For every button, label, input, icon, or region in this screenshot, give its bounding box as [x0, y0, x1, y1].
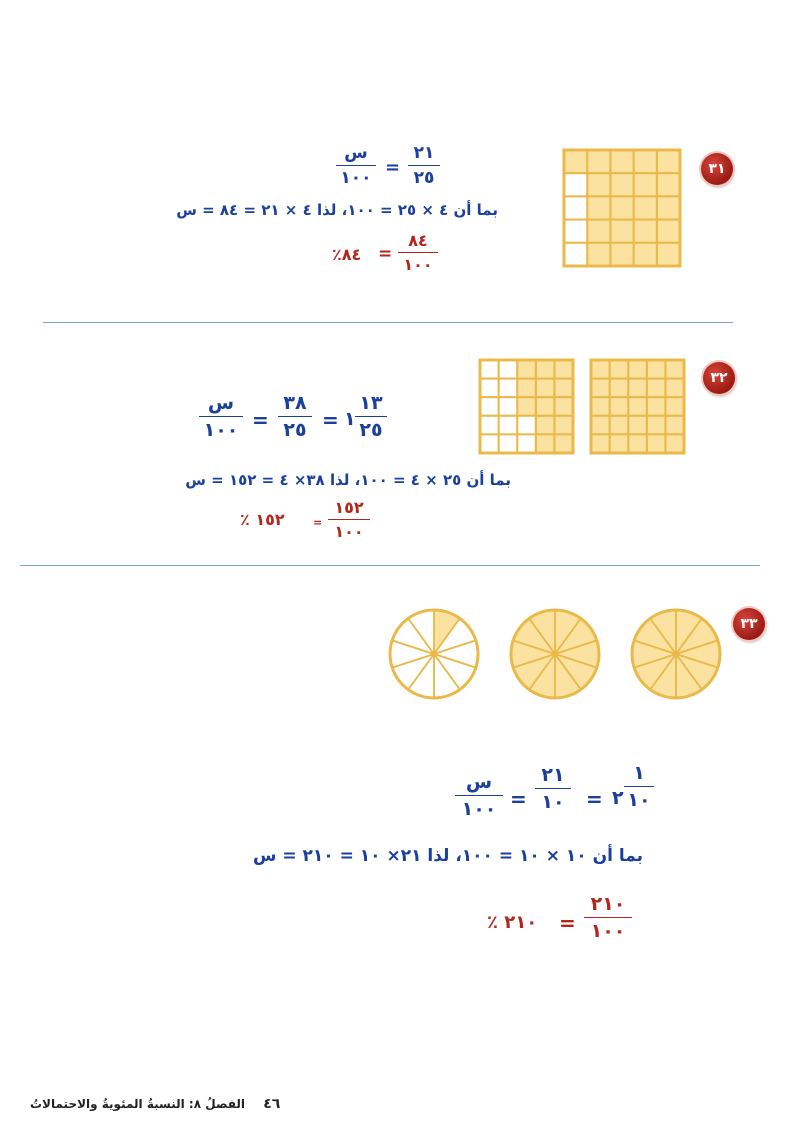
grid-cell-shaded [554, 416, 573, 435]
footer-page-number: ٤٦ [263, 1096, 281, 1112]
grid-cell-shaded [610, 173, 633, 196]
fraction-bar [584, 917, 632, 918]
fraction-denominator: ١٠٠ [590, 920, 626, 942]
fraction-numerator: ١٣ [359, 392, 383, 414]
grid-cell-empty [480, 397, 499, 416]
grid-cell-shaded [591, 360, 610, 379]
fraction-denominator: ٢٥ [359, 419, 383, 441]
p33-equals-sign-2: = [586, 787, 603, 811]
grid-cell-shaded [634, 196, 657, 219]
fraction-denominator: ١٠٠ [461, 798, 497, 820]
grid-cell-shaded [554, 379, 573, 398]
p31-fraction-21-over-25 [408, 143, 440, 188]
grid-cell-shaded [591, 416, 610, 435]
fraction-denominator: ١٠٠ [340, 168, 372, 188]
fraction-bar [336, 165, 376, 166]
section-divider [20, 565, 760, 566]
grid-cell-shaded [628, 360, 647, 379]
grid-cell-shaded [517, 397, 536, 416]
grid-cell-empty [564, 173, 587, 196]
grid-cell-shaded [591, 379, 610, 398]
fraction-numerator: ٢١ [541, 764, 565, 786]
p33-equals-sign-1: = [510, 787, 527, 811]
problem-33-badge: ٣٣ [733, 608, 765, 640]
grid-cell-shaded [610, 416, 629, 435]
problem-33-circles [390, 608, 720, 700]
grid-cell-empty [499, 360, 518, 379]
p33-mixed-fraction [624, 762, 654, 811]
grid-cell-shaded [610, 220, 633, 243]
grid-cell-empty [499, 379, 518, 398]
p33-fraction-21-over-10 [535, 764, 571, 813]
grid-cell-shaded [536, 416, 555, 435]
grid-cell-empty [517, 416, 536, 435]
fraction-numerator: س [207, 392, 235, 414]
fraction-bar [328, 519, 370, 520]
fraction-numerator: ٣٨ [283, 392, 307, 414]
grid-cell-empty [564, 196, 587, 219]
grid-cell-empty [499, 416, 518, 435]
grid-cell-shaded [587, 150, 610, 173]
grid-cell-empty [499, 434, 518, 453]
footer-chapter-title: النسبةُ المئويةُ والاحتمالاتُ [30, 1097, 185, 1111]
grid-cell-shaded [665, 360, 684, 379]
fraction-bar [455, 795, 503, 796]
p32-result-fraction [328, 498, 370, 541]
grid-cell-shaded [610, 243, 633, 266]
grid-cell-shaded [610, 360, 629, 379]
grid-cell-shaded [587, 220, 610, 243]
grid-cell-shaded [610, 379, 629, 398]
grid-cell-shaded [647, 379, 666, 398]
fraction-bar [199, 416, 243, 417]
fraction-numerator: س [465, 771, 493, 793]
grid-cell-shaded [647, 360, 666, 379]
p32-result-value: ١٥٢ ٪ [240, 510, 285, 529]
grid-cell-shaded [610, 397, 629, 416]
p33-fraction-x-over-100 [455, 771, 503, 820]
p32-mixed-whole: ١ [344, 408, 356, 430]
grid-cell-shaded [657, 150, 680, 173]
grid-cell-shaded [536, 360, 555, 379]
problem-32-badge: ٣٢ [703, 362, 735, 394]
fraction-bar [535, 788, 571, 789]
page-footer [30, 1096, 280, 1112]
grid-cell-empty [480, 379, 499, 398]
p31-result-fraction [398, 231, 438, 274]
grid-cell-shaded [628, 434, 647, 453]
grid-cell-shaded [657, 243, 680, 266]
fraction-bar [624, 786, 654, 787]
grid-cell-shaded [517, 360, 536, 379]
fraction-denominator: ٢٥ [283, 419, 307, 441]
grid-cell-shaded [587, 243, 610, 266]
grid-cell-empty [564, 243, 587, 266]
p32-fraction-38-over-25 [278, 392, 312, 441]
grid-cell-shaded [665, 434, 684, 453]
grid-cell-shaded [536, 397, 555, 416]
grid-cell-shaded [536, 379, 555, 398]
fraction-numerator: ١ [633, 762, 645, 784]
section-divider [43, 322, 733, 323]
grid-cell-shaded [591, 434, 610, 453]
grid-cell-shaded [634, 150, 657, 173]
fraction-denominator: ١٠٠ [403, 255, 433, 274]
p32-result-equals: = [313, 516, 323, 529]
grid-cell-shaded [665, 397, 684, 416]
p32-fraction-x-over-100 [199, 392, 243, 441]
p33-result-value: ٢١٠ ٪ [487, 912, 538, 933]
p33-mixed-whole: ٢ [612, 787, 624, 809]
grid-cell-shaded [634, 243, 657, 266]
grid-cell-shaded [665, 379, 684, 398]
p32-equals-sign-2: = [322, 408, 339, 432]
fraction-numerator: ٢١ [413, 143, 435, 163]
fraction-bar [398, 252, 438, 253]
grid-cell-empty [564, 220, 587, 243]
grid-cell-shaded [634, 220, 657, 243]
footer-chapter: الفصلُ ٨: [188, 1097, 246, 1111]
grid-cell-shaded [665, 416, 684, 435]
grid-cell-shaded [657, 173, 680, 196]
grid-cell-shaded [634, 173, 657, 196]
fraction-denominator: ١٠ [541, 791, 565, 813]
grid-cell-shaded [628, 416, 647, 435]
fraction-denominator: ١٠ [627, 789, 651, 811]
p31-reasoning-line: بما أن ٤ × ٢٥ = ١٠٠، لذا ٤ × ٢١ = ٨٤ = س [176, 201, 498, 219]
p33-result-equals: = [559, 911, 576, 935]
grid-cell-shaded [628, 397, 647, 416]
fraction-bar [355, 416, 387, 417]
grid-cell-shaded [610, 434, 629, 453]
grid-cell-shaded [657, 220, 680, 243]
p32-equals-sign-1: = [252, 408, 269, 432]
grid-cell-empty [480, 434, 499, 453]
problem-32-grid-partial [480, 360, 573, 453]
fraction-numerator: س [344, 143, 368, 163]
p31-fraction-x-over-100 [336, 143, 376, 188]
grid-cell-shaded [647, 397, 666, 416]
grid-cell-shaded [657, 196, 680, 219]
fraction-numerator: ١٥٢ [334, 498, 364, 517]
fraction-numerator: ٨٤ [408, 231, 428, 250]
p33-reasoning-line: بما أن ١٠ × ١٠ = ١٠٠، لذا ٢١× ١٠ = ٢١٠ = س [252, 846, 643, 866]
grid-cell-shaded [554, 360, 573, 379]
problem-31-grid [564, 150, 680, 266]
grid-cell-empty [499, 397, 518, 416]
grid-cell-shaded [628, 379, 647, 398]
problem-32-grid-full [591, 360, 684, 453]
fraction-bar [278, 416, 312, 417]
grid-cell-empty [480, 416, 499, 435]
fraction-numerator: ٢١٠ [590, 893, 626, 915]
grid-cell-shaded [554, 434, 573, 453]
problem-31-badge: ٣١ [701, 153, 733, 185]
p32-mixed-fraction [355, 392, 387, 441]
fraction-bar [408, 165, 440, 166]
grid-cell-shaded [517, 379, 536, 398]
p31-equals-sign: = [385, 157, 401, 178]
grid-cell-shaded [564, 150, 587, 173]
p32-reasoning-line: بما أن ٢٥ × ٤ = ١٠٠، لذا ٣٨× ٤ = ١٥٢ = س [185, 471, 511, 489]
grid-cell-shaded [587, 173, 610, 196]
p31-result-value: ٨٤٪ [332, 245, 362, 264]
grid-cell-shaded [587, 196, 610, 219]
grid-cell-shaded [591, 397, 610, 416]
fraction-denominator: ١٠٠ [334, 522, 364, 541]
grid-cell-empty [480, 360, 499, 379]
grid-cell-shaded [647, 416, 666, 435]
grid-cell-shaded [647, 434, 666, 453]
grid-cell-shaded [554, 397, 573, 416]
fraction-denominator: ٢٥ [413, 168, 435, 188]
fraction-denominator: ١٠٠ [203, 419, 239, 441]
grid-cell-shaded [536, 434, 555, 453]
p33-result-fraction [584, 893, 632, 942]
grid-cell-shaded [610, 196, 633, 219]
p31-result-equals: = [378, 244, 393, 264]
grid-cell-shaded [610, 150, 633, 173]
grid-cell-empty [517, 434, 536, 453]
